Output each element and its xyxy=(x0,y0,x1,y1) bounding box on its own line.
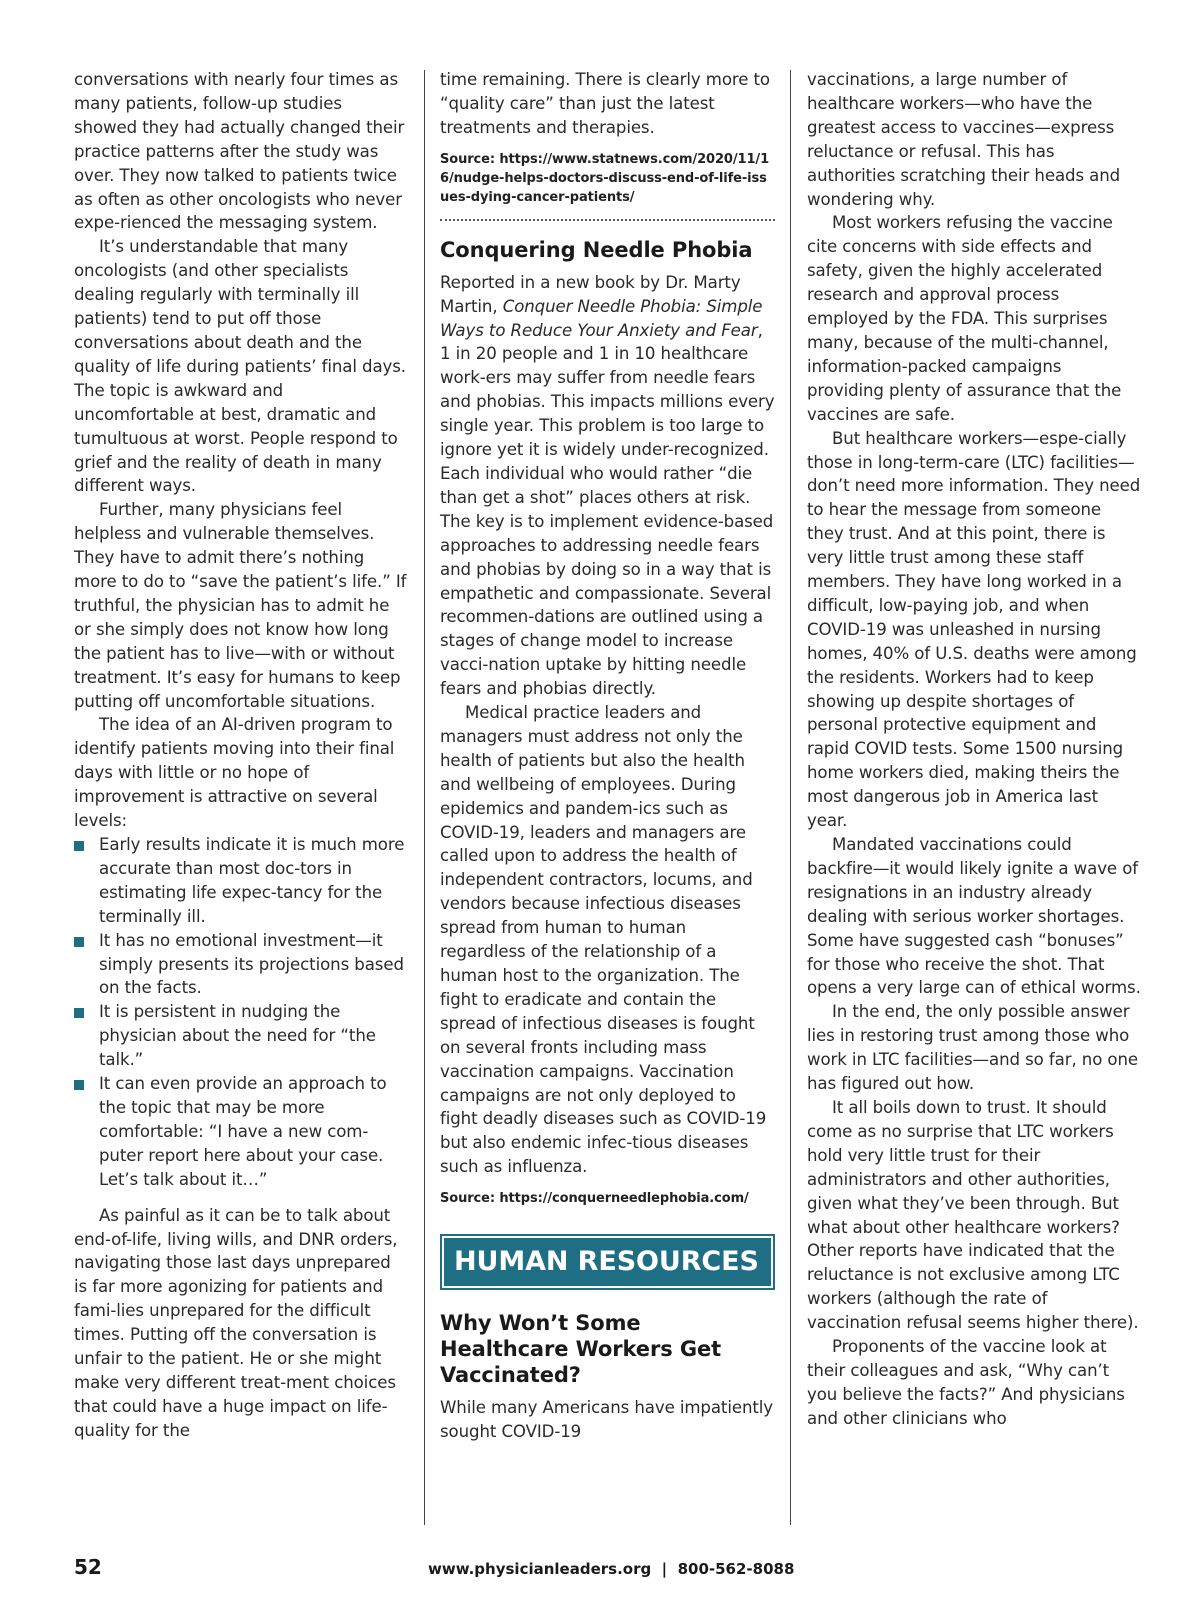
list-item: It has no emotional investment—it simply presents its projections based on the facts. xyxy=(74,929,407,1001)
paragraph: Medical practice leaders and managers must address not only the health of patients but also the health and wellbeing of employees. During epidemics and pandem-ics such as COVID-19, leaders and managers are called upon to address the health of independent contractors, locums, and vendors because infectious diseases spread from human to human regardless of the relationship of a human host to the organization. The fight to eradicate and contain the spread of infectious diseases is fought on several fronts including mass vaccination campaigns. Vaccination campaigns are not only deployed to fight deadly diseases such as COVID-19 but also endemic infec-tious diseases such as influenza. xyxy=(440,703,767,1177)
article-heading-vaccination: Why Won’t Some Healthcare Workers Get Vaccinated? xyxy=(440,1311,722,1388)
source-link[interactable]: Source: https://www.statnews.com/2020/11/16/nudge-helps-doctors-discuss-end-of-life-issues-dying-cancer-patients/ xyxy=(440,151,770,205)
paragraph: As painful as it can be to talk about end-of-life, living wills, and DNR orders, navigating those last days unprepared is far more agonizing for patients and fami-lies unprepared for the difficult times. Putting off the conversation is unfair to the patient. He or she might make very different treat-ment choices that could have a huge impact on life-quality for the xyxy=(74,1205,398,1440)
bullet-list xyxy=(74,833,407,1192)
paragraph: While many Americans have impatiently sought COVID-19 xyxy=(440,1398,774,1442)
column-divider-2 xyxy=(790,70,791,1525)
paragraph: vaccinations, a large number of healthcare workers—who have the greatest access to vaccines—express reluctance or refusal. This has authorities scratching their heads and wondering why. xyxy=(807,70,1121,209)
page-number: 52 xyxy=(74,1555,102,1579)
dotted-divider xyxy=(440,219,775,221)
paragraph: It’s understandable that many oncologists (and other specialists dealing regularly with terminally ill patients) tend to put off those conversations about death and the quality of life during patients’ final days. The topic is awkward and uncomfortable at best, dramatic and tumultuous at worst. People respond to grief and the reality of death in many different ways. xyxy=(74,237,406,496)
square-bullet-icon xyxy=(74,841,84,851)
paragraph: Proponents of the vaccine look at their colleagues and ask, “Why can’t you believe the facts?” And physicians and other clinicians who xyxy=(807,1337,1125,1428)
paragraph: In the end, the only possible answer lies in restoring trust among those who work in LTC facilities—and so far, no one has figured out how. xyxy=(807,1002,1139,1094)
column-1 xyxy=(74,68,407,1443)
column-3 xyxy=(807,68,1142,1431)
source-link[interactable]: Source: https://conquerneedlephobia.com/ xyxy=(440,1191,749,1207)
paragraph: Reported in a new book by Dr. Marty Martin, Conquer Needle Phobia: Simple Ways to Reduce Your Anxiety and Fear, 1 in 20 people and 1 in 10 healthcare work-ers may suffer from needle fears and phobias. This impacts millions every single year. This problem is too large to ignore yet it is widely under-recognized. Each individual who would rather “die than get a shot” places others at risk. The key is to implement evidence-based approaches to addressing needle fears and phobias by doing so in a way that is empathetic and compassionate. Several recommen-dations are outlined using a stages of change model to increase vacci-nation uptake by hitting needle fears and phobias directly. xyxy=(440,272,775,699)
paragraph: Further, many physicians feel helpless and vulnerable themselves. They have to admit there’s nothing more to do to “save the patient’s life.” If truthful, the physician has to admit he or she simply does not know how long the patient has to live—with or without treatment. It’s easy for humans to keep putting off uncomfortable situations. xyxy=(74,500,407,711)
paragraph: Most workers refusing the vaccine cite concerns with side effects and safety, given the highly accelerated research and approval process employed by the FDA. This surprises many, because of the multi-channel, information-packed campaigns providing plenty of assurance that the vaccines are safe. xyxy=(807,213,1122,424)
paragraph: The idea of an AI-driven program to identify patients moving into their final days with little or no hope of improvement is attractive on several levels: xyxy=(74,715,395,831)
list-item: Early results indicate it is much more accurate than most doc-tors in estimating life expec-tancy for the terminally ill. xyxy=(74,833,407,929)
paragraph: conversations with nearly four times as many patients, follow-up studies showed they had actually changed their practice patterns after the study was over. They now talked to patients twice as often as other oncologists who never expe-rienced the messaging system. xyxy=(74,70,405,233)
section-heading-needle-phobia: Conquering Needle Phobia xyxy=(440,237,753,262)
square-bullet-icon xyxy=(74,937,84,947)
column-2 xyxy=(440,68,775,1444)
section-banner-human-resources: HUMAN RESOURCES xyxy=(440,1234,775,1290)
list-item: It is persistent in nudging the physician about the need for “the talk.” xyxy=(74,1000,407,1072)
paragraph: But healthcare workers—espe-cially those in long-term-care (LTC) facilities—don’t need more information. They need to hear the message from someone they trust. And at this point, there is very little trust among these staff members. They have long worked in a difficult, low-paying job, and when COVID-19 was unleashed in nursing homes, 40% of U.S. deaths were among the residents. Workers had to keep showing up despite shortages of personal protective equipment and rapid COVID tests. Some 1500 nursing home workers died, making theirs the most dangerous job in America last year. xyxy=(807,428,1141,831)
paragraph: Mandated vaccinations could backfire—it would likely ignite a wave of resignations in an industry already dealing with serious worker shortages. Some have suggested cash “bonuses” for those who receive the shot. That opens a very large can of ethical worms. xyxy=(807,835,1141,998)
book-title: Conquer Needle Phobia: Simple Ways to Reduce Your Anxiety and Fear xyxy=(440,296,763,340)
footer-contact[interactable]: www.physicianleaders.org | 800-562-8088 xyxy=(428,1560,795,1578)
square-bullet-icon xyxy=(74,1080,84,1090)
paragraph: It all boils down to trust. It should come as no surprise that LTC workers hold very little trust for their administrators and other authorities, given what they’ve been through. But what about other healthcare workers? Other reports have indicated that the reluctance is not exclusive among LTC workers (although the rate of vaccination refusal seems higher there). xyxy=(807,1097,1139,1333)
square-bullet-icon xyxy=(74,1008,84,1018)
column-divider-1 xyxy=(424,70,425,1525)
paragraph: time remaining. There is clearly more to “quality care” than just the latest treatments and therapies. xyxy=(440,70,770,137)
list-item: It can even provide an approach to the topic that may be more comfortable: “I have a new com-puter report here about your case. Let’s talk about it…” xyxy=(74,1072,407,1192)
